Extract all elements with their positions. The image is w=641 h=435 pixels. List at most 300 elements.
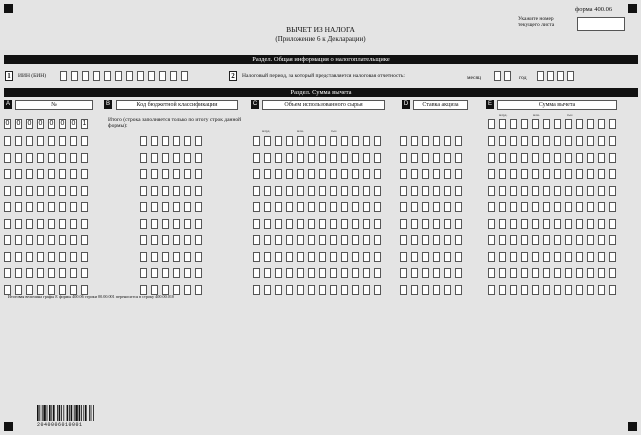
col-b-cell[interactable]	[162, 268, 169, 278]
col-d-cell[interactable]	[444, 235, 451, 245]
col-a-cell[interactable]	[59, 169, 66, 179]
col-c-cell[interactable]	[308, 169, 315, 179]
col-d-cell[interactable]	[444, 219, 451, 229]
col-d-cell[interactable]	[455, 235, 462, 245]
col-b-cell[interactable]	[162, 219, 169, 229]
col-e-cell[interactable]	[510, 169, 517, 179]
col-b-cell[interactable]	[140, 153, 147, 163]
col-d-cell[interactable]	[400, 202, 407, 212]
col-e-cell[interactable]	[598, 153, 605, 163]
col-d-cell[interactable]	[455, 252, 462, 262]
col-c-cell[interactable]	[253, 219, 260, 229]
col-b-cell[interactable]	[151, 153, 158, 163]
col-a-cell[interactable]	[26, 136, 33, 146]
col-a-cell[interactable]	[37, 202, 44, 212]
col-c-cell[interactable]	[319, 202, 326, 212]
col-a-cell[interactable]	[26, 219, 33, 229]
col-b-cell[interactable]	[151, 169, 158, 179]
col-a-cell[interactable]	[26, 202, 33, 212]
col-b-cell[interactable]	[195, 169, 202, 179]
col-a-cell[interactable]	[15, 252, 22, 262]
col-a-cell[interactable]	[59, 268, 66, 278]
col-e-cell[interactable]	[587, 186, 594, 196]
col-c-cell[interactable]	[330, 219, 337, 229]
col-d-cell[interactable]	[444, 169, 451, 179]
col-c-cell[interactable]	[297, 285, 304, 295]
col-c-cell[interactable]	[253, 153, 260, 163]
iin-cell[interactable]	[104, 71, 111, 81]
col-c-cell[interactable]	[374, 235, 381, 245]
col-d-cell[interactable]	[400, 136, 407, 146]
col-a-cell[interactable]	[70, 252, 77, 262]
col-d-cell[interactable]	[411, 186, 418, 196]
col-c-cell[interactable]	[352, 186, 359, 196]
col-c-cell[interactable]	[363, 235, 370, 245]
col-d-cell[interactable]	[422, 285, 429, 295]
col-c-cell[interactable]	[253, 285, 260, 295]
col-b-cell[interactable]	[140, 268, 147, 278]
col-d-cell[interactable]	[400, 252, 407, 262]
col-c-cell[interactable]	[319, 235, 326, 245]
col-c-cell[interactable]	[308, 219, 315, 229]
col-d-cell[interactable]	[422, 268, 429, 278]
col-d-cell[interactable]	[433, 202, 440, 212]
col-e-total-cell[interactable]	[587, 119, 594, 129]
col-e-cell[interactable]	[554, 235, 561, 245]
col-e-cell[interactable]	[576, 169, 583, 179]
col-a-cell[interactable]	[26, 153, 33, 163]
col-e-cell[interactable]	[554, 169, 561, 179]
col-a-cell[interactable]	[15, 202, 22, 212]
col-c-cell[interactable]	[352, 202, 359, 212]
col-d-cell[interactable]	[422, 252, 429, 262]
col-c-cell[interactable]	[308, 252, 315, 262]
col-c-cell[interactable]	[297, 268, 304, 278]
col-e-cell[interactable]	[587, 169, 594, 179]
col-c-cell[interactable]	[264, 268, 271, 278]
col-a-cell[interactable]	[48, 219, 55, 229]
col-d-cell[interactable]	[400, 169, 407, 179]
col-e-cell[interactable]	[587, 136, 594, 146]
col-a-cell[interactable]	[81, 252, 88, 262]
col-e-cell[interactable]	[576, 219, 583, 229]
col-a-cell[interactable]	[37, 169, 44, 179]
col-e-cell[interactable]	[488, 169, 495, 179]
col-b-cell[interactable]	[151, 268, 158, 278]
col-e-cell[interactable]	[587, 202, 594, 212]
col-e-cell[interactable]	[499, 169, 506, 179]
col-c-cell[interactable]	[363, 268, 370, 278]
col-a-cell[interactable]	[59, 202, 66, 212]
col-d-cell[interactable]	[444, 268, 451, 278]
col-d-cell[interactable]	[444, 136, 451, 146]
col-b-cell[interactable]	[184, 136, 191, 146]
col-c-cell[interactable]	[330, 252, 337, 262]
col-c-cell[interactable]	[308, 285, 315, 295]
col-a-cell[interactable]	[59, 235, 66, 245]
iin-cell[interactable]	[82, 71, 89, 81]
col-e-cell[interactable]	[609, 153, 616, 163]
col-a-cell[interactable]	[70, 268, 77, 278]
col-e-cell[interactable]	[576, 136, 583, 146]
col-e-cell[interactable]	[609, 169, 616, 179]
col-d-cell[interactable]	[422, 235, 429, 245]
col-c-cell[interactable]	[363, 169, 370, 179]
col-c-cell[interactable]	[374, 136, 381, 146]
col-e-cell[interactable]	[499, 285, 506, 295]
col-d-cell[interactable]	[455, 202, 462, 212]
col-e-cell[interactable]	[543, 235, 550, 245]
col-e-cell[interactable]	[598, 136, 605, 146]
col-d-cell[interactable]	[411, 153, 418, 163]
col-b-cell[interactable]	[184, 285, 191, 295]
col-b-cell[interactable]	[184, 235, 191, 245]
col-c-cell[interactable]	[275, 285, 282, 295]
col-c-cell[interactable]	[341, 169, 348, 179]
col-a-cell[interactable]	[15, 136, 22, 146]
col-a-cell[interactable]	[59, 219, 66, 229]
col-c-cell[interactable]	[319, 153, 326, 163]
col-e-cell[interactable]	[543, 219, 550, 229]
col-c-cell[interactable]	[374, 219, 381, 229]
col-d-cell[interactable]	[433, 235, 440, 245]
col-b-cell[interactable]	[195, 285, 202, 295]
col-e-cell[interactable]	[521, 252, 528, 262]
col-c-cell[interactable]	[363, 252, 370, 262]
col-c-cell[interactable]	[330, 186, 337, 196]
col-e-cell[interactable]	[576, 268, 583, 278]
col-e-cell[interactable]	[532, 219, 539, 229]
col-e-cell[interactable]	[510, 153, 517, 163]
col-c-cell[interactable]	[286, 202, 293, 212]
col-e-cell[interactable]	[587, 285, 594, 295]
col-e-cell[interactable]	[521, 219, 528, 229]
col-c-cell[interactable]	[275, 186, 282, 196]
col-c-cell[interactable]	[363, 202, 370, 212]
col-c-cell[interactable]	[308, 235, 315, 245]
col-a-cell[interactable]	[4, 202, 11, 212]
col-c-cell[interactable]	[341, 219, 348, 229]
col-c-cell[interactable]	[374, 202, 381, 212]
col-e-total-cell[interactable]	[576, 119, 583, 129]
col-e-cell[interactable]	[499, 235, 506, 245]
iin-cell[interactable]	[159, 71, 166, 81]
col-e-cell[interactable]	[565, 153, 572, 163]
col-b-cell[interactable]	[184, 153, 191, 163]
col-a-cell[interactable]	[70, 202, 77, 212]
year-cell-2[interactable]	[547, 71, 554, 81]
col-a-cell[interactable]	[26, 235, 33, 245]
col-c-cell[interactable]	[253, 235, 260, 245]
col-c-cell[interactable]	[308, 202, 315, 212]
col-c-cell[interactable]	[319, 169, 326, 179]
col-a-cell[interactable]	[37, 186, 44, 196]
col-e-cell[interactable]	[488, 186, 495, 196]
col-b-cell[interactable]	[173, 153, 180, 163]
col-e-cell[interactable]	[565, 252, 572, 262]
col-d-cell[interactable]	[422, 169, 429, 179]
col-e-cell[interactable]	[543, 153, 550, 163]
col-b-cell[interactable]	[162, 186, 169, 196]
col-c-cell[interactable]	[253, 186, 260, 196]
col-c-cell[interactable]	[297, 169, 304, 179]
col-a-cell[interactable]	[37, 219, 44, 229]
col-e-cell[interactable]	[499, 219, 506, 229]
col-d-cell[interactable]	[444, 252, 451, 262]
col-e-cell[interactable]	[532, 169, 539, 179]
col-d-cell[interactable]	[444, 285, 451, 295]
col-a-cell[interactable]	[26, 268, 33, 278]
col-e-cell[interactable]	[565, 136, 572, 146]
col-d-cell[interactable]	[433, 285, 440, 295]
year-cell-3[interactable]	[557, 71, 564, 81]
col-d-cell[interactable]	[455, 153, 462, 163]
col-a-cell[interactable]	[26, 169, 33, 179]
iin-cell[interactable]	[115, 71, 122, 81]
col-b-cell[interactable]	[173, 136, 180, 146]
col-a-cell[interactable]	[48, 153, 55, 163]
col-c-cell[interactable]	[341, 153, 348, 163]
col-b-cell[interactable]	[140, 169, 147, 179]
col-c-cell[interactable]	[286, 252, 293, 262]
col-a-cell[interactable]	[48, 186, 55, 196]
col-e-cell[interactable]	[532, 153, 539, 163]
col-e-cell[interactable]	[565, 202, 572, 212]
col-b-cell[interactable]	[173, 202, 180, 212]
col-e-cell[interactable]	[510, 252, 517, 262]
col-e-cell[interactable]	[576, 153, 583, 163]
col-d-cell[interactable]	[455, 285, 462, 295]
col-c-cell[interactable]	[308, 136, 315, 146]
col-e-cell[interactable]	[609, 268, 616, 278]
col-e-cell[interactable]	[488, 252, 495, 262]
col-b-cell[interactable]	[162, 202, 169, 212]
col-b-cell[interactable]	[173, 285, 180, 295]
col-a-cell[interactable]	[81, 169, 88, 179]
col-b-cell[interactable]	[184, 202, 191, 212]
col-c-cell[interactable]	[352, 136, 359, 146]
col-c-cell[interactable]	[341, 202, 348, 212]
year-cell-1[interactable]	[537, 71, 544, 81]
col-c-cell[interactable]	[253, 169, 260, 179]
col-e-total-cell[interactable]	[609, 119, 616, 129]
col-e-cell[interactable]	[543, 169, 550, 179]
col-b-cell[interactable]	[184, 219, 191, 229]
col-e-cell[interactable]	[543, 186, 550, 196]
col-c-cell[interactable]	[341, 268, 348, 278]
col-e-cell[interactable]	[521, 186, 528, 196]
col-e-cell[interactable]	[609, 285, 616, 295]
col-a-cell[interactable]	[15, 268, 22, 278]
col-c-cell[interactable]	[319, 252, 326, 262]
col-b-cell[interactable]	[195, 202, 202, 212]
col-a-cell[interactable]	[48, 136, 55, 146]
col-e-cell[interactable]	[521, 285, 528, 295]
col-e-cell[interactable]	[565, 268, 572, 278]
col-b-cell[interactable]	[173, 235, 180, 245]
col-e-cell[interactable]	[488, 235, 495, 245]
col-c-cell[interactable]	[308, 153, 315, 163]
col-e-cell[interactable]	[532, 285, 539, 295]
col-c-cell[interactable]	[341, 235, 348, 245]
col-e-total-cell[interactable]	[554, 119, 561, 129]
col-b-cell[interactable]	[195, 219, 202, 229]
col-c-cell[interactable]	[319, 136, 326, 146]
col-e-cell[interactable]	[598, 285, 605, 295]
col-e-cell[interactable]	[598, 169, 605, 179]
col-e-cell[interactable]	[488, 153, 495, 163]
col-b-cell[interactable]	[151, 235, 158, 245]
col-c-cell[interactable]	[374, 186, 381, 196]
col-c-cell[interactable]	[297, 235, 304, 245]
col-b-cell[interactable]	[184, 268, 191, 278]
col-a-cell[interactable]	[26, 186, 33, 196]
col-e-cell[interactable]	[598, 235, 605, 245]
col-e-cell[interactable]	[565, 169, 572, 179]
col-e-cell[interactable]	[554, 285, 561, 295]
col-a-cell[interactable]	[4, 235, 11, 245]
col-c-cell[interactable]	[341, 136, 348, 146]
col-a-cell[interactable]	[70, 136, 77, 146]
col-d-cell[interactable]	[411, 219, 418, 229]
col-b-cell[interactable]	[195, 186, 202, 196]
col-e-cell[interactable]	[565, 219, 572, 229]
col-a-cell[interactable]	[37, 136, 44, 146]
col-a-cell[interactable]	[37, 252, 44, 262]
col-a-cell[interactable]	[81, 202, 88, 212]
col-c-cell[interactable]	[253, 136, 260, 146]
col-b-cell[interactable]	[195, 252, 202, 262]
col-b-cell[interactable]	[162, 136, 169, 146]
col-c-cell[interactable]	[264, 252, 271, 262]
month-cell-1[interactable]	[494, 71, 501, 81]
col-e-cell[interactable]	[521, 235, 528, 245]
col-d-cell[interactable]	[411, 169, 418, 179]
col-d-cell[interactable]	[433, 186, 440, 196]
col-e-cell[interactable]	[554, 219, 561, 229]
col-a-cell[interactable]	[59, 136, 66, 146]
col-a-cell[interactable]	[48, 252, 55, 262]
col-b-cell[interactable]	[162, 235, 169, 245]
col-c-cell[interactable]	[352, 252, 359, 262]
col-e-cell[interactable]	[554, 252, 561, 262]
col-c-cell[interactable]	[363, 186, 370, 196]
col-e-cell[interactable]	[510, 219, 517, 229]
col-e-total-cell[interactable]	[598, 119, 605, 129]
col-d-cell[interactable]	[400, 219, 407, 229]
col-c-cell[interactable]	[352, 285, 359, 295]
col-e-cell[interactable]	[598, 268, 605, 278]
col-c-cell[interactable]	[297, 153, 304, 163]
col-c-cell[interactable]	[264, 202, 271, 212]
col-c-cell[interactable]	[264, 186, 271, 196]
iin-cell[interactable]	[148, 71, 155, 81]
col-e-cell[interactable]	[565, 285, 572, 295]
col-b-cell[interactable]	[184, 186, 191, 196]
col-e-cell[interactable]	[532, 252, 539, 262]
col-d-cell[interactable]	[455, 219, 462, 229]
col-c-cell[interactable]	[352, 268, 359, 278]
col-a-cell[interactable]	[15, 235, 22, 245]
col-c-cell[interactable]	[286, 153, 293, 163]
col-c-cell[interactable]	[330, 136, 337, 146]
col-e-total-cell[interactable]	[488, 119, 495, 129]
col-b-cell[interactable]	[173, 268, 180, 278]
col-e-cell[interactable]	[587, 268, 594, 278]
col-a-cell[interactable]	[70, 153, 77, 163]
col-b-cell[interactable]	[173, 252, 180, 262]
col-a-cell[interactable]	[70, 186, 77, 196]
col-a-cell[interactable]	[48, 169, 55, 179]
col-b-cell[interactable]	[140, 235, 147, 245]
col-e-cell[interactable]	[510, 285, 517, 295]
col-c-cell[interactable]	[341, 252, 348, 262]
iin-cell[interactable]	[71, 71, 78, 81]
col-c-cell[interactable]	[264, 219, 271, 229]
col-d-cell[interactable]	[455, 268, 462, 278]
col-e-cell[interactable]	[543, 268, 550, 278]
col-e-cell[interactable]	[532, 136, 539, 146]
col-b-cell[interactable]	[173, 219, 180, 229]
col-c-cell[interactable]	[253, 252, 260, 262]
col-e-cell[interactable]	[576, 252, 583, 262]
col-e-cell[interactable]	[609, 202, 616, 212]
col-c-cell[interactable]	[297, 252, 304, 262]
col-c-cell[interactable]	[374, 153, 381, 163]
col-a-cell[interactable]	[4, 153, 11, 163]
col-e-cell[interactable]	[532, 202, 539, 212]
col-c-cell[interactable]	[330, 153, 337, 163]
col-c-cell[interactable]	[286, 235, 293, 245]
col-c-cell[interactable]	[264, 153, 271, 163]
col-e-cell[interactable]	[488, 219, 495, 229]
col-c-cell[interactable]	[308, 268, 315, 278]
col-d-cell[interactable]	[433, 169, 440, 179]
col-d-cell[interactable]	[455, 186, 462, 196]
col-b-cell[interactable]	[162, 252, 169, 262]
col-a-cell[interactable]	[4, 252, 11, 262]
col-a-cell[interactable]	[70, 219, 77, 229]
col-a-cell[interactable]	[37, 268, 44, 278]
col-d-cell[interactable]	[444, 202, 451, 212]
col-c-cell[interactable]	[275, 268, 282, 278]
month-cell-2[interactable]	[504, 71, 511, 81]
col-e-cell[interactable]	[532, 235, 539, 245]
col-a-cell[interactable]	[37, 235, 44, 245]
col-d-cell[interactable]	[422, 202, 429, 212]
col-c-cell[interactable]	[374, 169, 381, 179]
col-e-cell[interactable]	[521, 202, 528, 212]
col-d-cell[interactable]	[433, 153, 440, 163]
col-e-cell[interactable]	[543, 285, 550, 295]
col-e-cell[interactable]	[554, 136, 561, 146]
col-d-cell[interactable]	[422, 153, 429, 163]
col-e-cell[interactable]	[554, 202, 561, 212]
col-d-cell[interactable]	[411, 268, 418, 278]
col-e-cell[interactable]	[499, 153, 506, 163]
col-c-cell[interactable]	[374, 252, 381, 262]
col-c-cell[interactable]	[319, 219, 326, 229]
col-d-cell[interactable]	[411, 235, 418, 245]
col-c-cell[interactable]	[330, 169, 337, 179]
col-c-cell[interactable]	[253, 268, 260, 278]
col-b-cell[interactable]	[151, 186, 158, 196]
col-e-cell[interactable]	[587, 219, 594, 229]
col-e-cell[interactable]	[609, 219, 616, 229]
col-c-cell[interactable]	[297, 219, 304, 229]
col-c-cell[interactable]	[352, 219, 359, 229]
col-e-cell[interactable]	[510, 186, 517, 196]
